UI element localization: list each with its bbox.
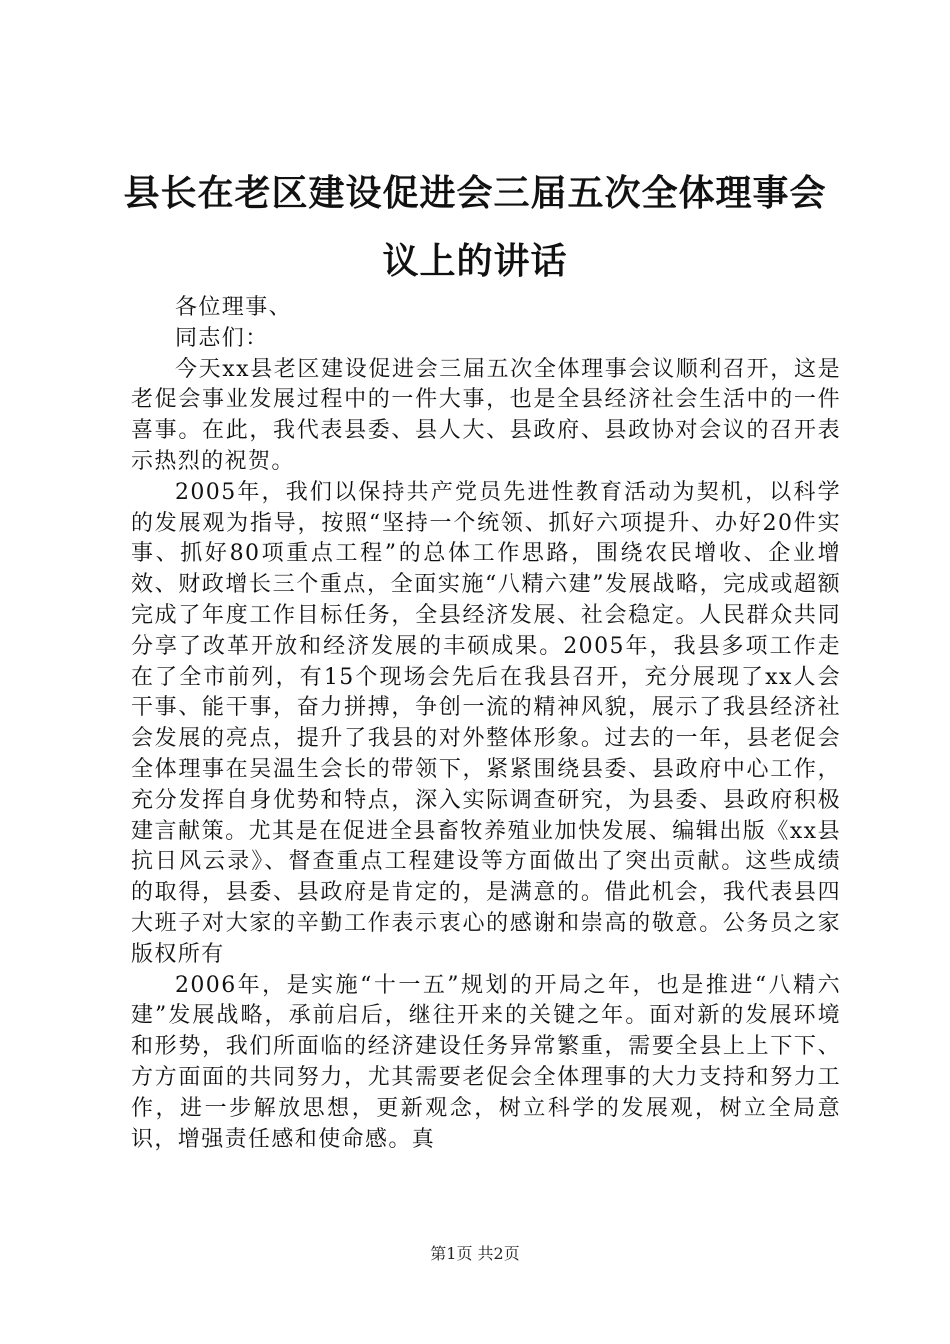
- page-footer: 第1页 共2页: [430, 1244, 520, 1263]
- body-paragraph: 今天xx县老区建设促进会三届五次全体理事会议顺利召开，这是老促会事业发展过程中的一件大事，也是全县经济社会生活中的一件喜事。在此，我代表县委、县人大、县政府、县政协对会议的召开表示热烈的祝贺。: [131, 356, 841, 474]
- body-paragraph: 2006年，是实施“十一五”规划的开局之年，也是推进“八精六建”发展战略，承前启后，继往开来的关键之年。面对新的发展环境和形势，我们所面临的经济建设任务异常繁重，需要全县上上下下、方方面面的共同努力，尤其需要老促会全体理事的大力支持和努力工作，进一步解放思想，更新观念，树立科学的发展观，树立全局意识，增强责任感和使命感。真: [131, 972, 841, 1152]
- document-title: 县长在老区建设促进会三届五次全体理事会议上的讲话: [123, 173, 827, 282]
- salutation-line: 各位理事、: [175, 295, 293, 320]
- salutation-line: 同志们：: [175, 325, 269, 351]
- body-paragraph: 2005年，我们以保持共产党员先进性教育活动为契机，以科学的发展观为指导，按照“坚持一个统领、抓好六项提升、办好20件实事、抓好80项重点工程”的总体工作思路，围绕农民增收、企业增效、财政增长三个重点，全面实施“八精六建”发展战略，完成或超额完成了年度工作目标任务，全县经济发展、社会稳定。人民群众共同分享了改革开放和经济发展的丰硕成果。2005年，我县多项工作走在了全市前列，有15个现场会先后在我县召开，充分展现了xx人会干事、能干事，奋力拼搏，争创一流的精神风貌，展示了我县经济社会发展的亮点，提升了我县的对外整体形象。过去的一年，县老促会全体理事在吴温生会长的带领下，紧紧围绕县委、县政府中心工作，充分发挥自身优势和特点，深入实际调查研究，为县委、县政府积极建言献策。尤其是在促进全县畜牧养殖业加快发展、编辑出版《xx县抗日风云录》、督查重点工程建设等方面做出了突出贡献。这些成绩的取得，县委、县政府是肯定的，是满意的。借此机会，我代表县四大班子对大家的辛勤工作表示衷心的感谢和崇高的敬意。公务员之家版权所有: [131, 479, 841, 967]
- document-body: [131, 293, 841, 1155]
